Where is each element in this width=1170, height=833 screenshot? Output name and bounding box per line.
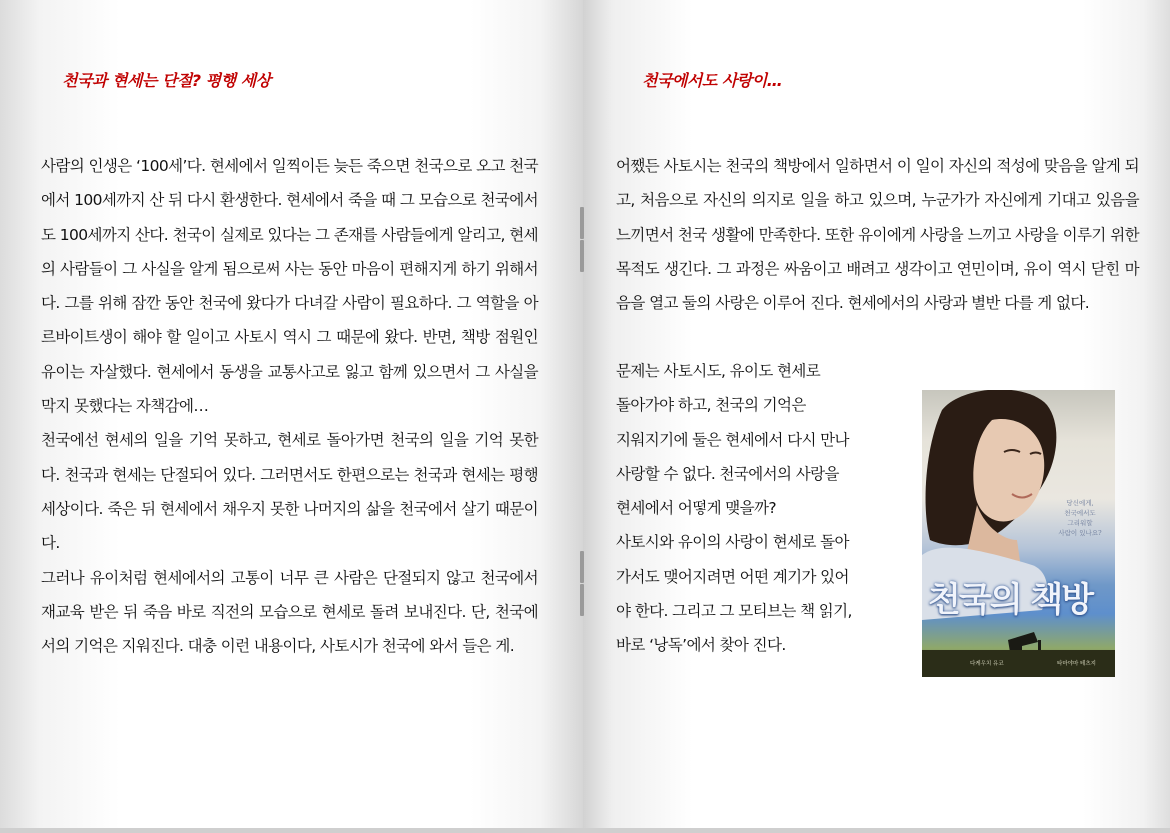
left-heading: 천국과 현세는 단절? 평행 세상 [62, 71, 271, 90]
poster-credit-right: 타마야마 테츠지 [1057, 661, 1096, 667]
poster-title: 천국의 책방 [928, 580, 1093, 620]
right-line: 가서도 맺어지려면 어떤 계기가 있어 [616, 567, 849, 586]
right-line: 문제는 사토시도, 유이도 현세로 [616, 362, 821, 380]
movie-poster [922, 390, 1115, 677]
right-line: 사토시와 유이의 사랑이 현세로 돌아 [616, 533, 849, 552]
right-line: 지워지기에 둘은 현세에서 다시 만나 [616, 430, 849, 449]
binding-mark [580, 207, 584, 239]
left-body [41, 149, 538, 663]
binding-mark [580, 240, 584, 272]
binding-mark [580, 551, 584, 583]
left-paragraph: 그러나 유이처럼 현세에서의 고통이 너무 큰 사람은 단절되지 않고 천국에서 재교육 받은 뒤 죽음 바로 직전의 모습으로 현세로 돌려 보내진다. 단, 천국에서의 기억은 지워진다. 대충 이런 내용이다, 사토시가 천국에 와서 들은 게. [41, 568, 538, 656]
right-paragraph: 어쨌든 사토시는 천국의 책방에서 일하면서 이 일이 자신의 적성에 맞음을 알게 되고, 처음으로 자신의 의지로 일을 하고 있으며, 누군가가 자신에게 기대고 있음을 느끼면서 천국 생활에 만족한다. 또한 유이에게 사랑을 느끼고 사랑을 이루기 위한 목적도 생긴다. 그 과정은 싸움이고 배려고 생각이고 연민이며, 유이 역시 닫힌 마음을 열고 둘의 사랑은 이루어 진다. 현세에서의 사랑과 별반 다를 게 없다. [616, 157, 1139, 313]
right-line: 현세에서 어떻게 맺을까? [616, 499, 777, 518]
right-body-narrow [616, 354, 898, 663]
right-line: 돌아가야 하고, 천국의 기억은 [616, 396, 806, 415]
right-body-top [616, 149, 1139, 320]
right-heading: 천국에서도 사랑이… [642, 71, 783, 90]
binding-mark [580, 584, 584, 616]
right-line: 바로 ‘낭독’에서 찾아 진다. [616, 636, 786, 655]
left-paragraph: 사람의 인생은 ‘100세’다. 현세에서 일찍이든 늦든 죽으면 천국으로 오고 천국에서 100세까지 산 뒤 다시 환생한다. 현세에서 죽을 때 그 모습으로 천국에서도 100세까지 산다. 천국이 실제로 있다는 그 존재를 사람들에게 알리고, 현세의 사람들이 그 사실을 알게 됨으로써 사는 동안 마음이 편해지게 하기 위해서다. 그를 위해 잠깐 동안 천국에 왔다가 다녀갈 사람이 필요하다. 그 역할을 아르바이트생이 해야 할 일이고 사토시 역시 그 때문에 왔다. 반면, 책방 점원인 유이는 자살했다. 현세에서 동생을 교통사고로 잃고 함께 있으면서 그 사실을 막지 못했다는 자책감에… [41, 157, 538, 416]
left-paragraph: 천국에선 현세의 일을 기억 못하고, 현세로 돌아가면 천국의 일을 기억 못한다. 천국과 현세는 단절되어 있다. 그러면서도 한편으로는 천국과 현세는 평행 세상이다. 죽은 뒤 현세에서 채우지 못한 나머지의 삶을 천국에서 살기 때문이다. [41, 431, 538, 553]
poster-credits [922, 650, 1115, 677]
poster-credit-left: 다케우치 유코 [970, 661, 1004, 667]
right-line: 사랑할 수 없다. 천국에서의 사랑을 [616, 464, 839, 483]
right-line: 야 한다. 그리고 그 모티브는 책 읽기, [616, 602, 852, 621]
poster-tagline: 당신에게, 천국에서도 그리워할 사람이 있나요? [1058, 499, 1102, 537]
